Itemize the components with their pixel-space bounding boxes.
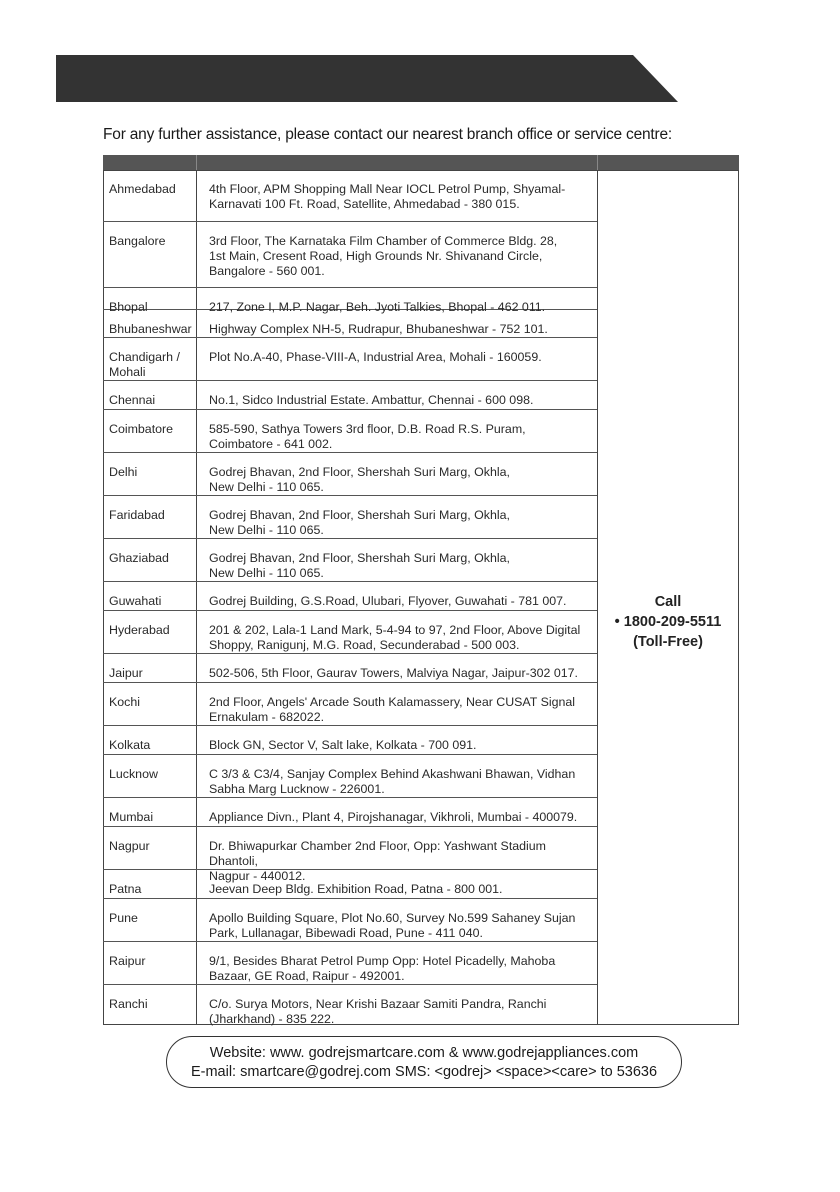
city-name: Jaipur <box>109 666 143 680</box>
table-row <box>103 539 597 582</box>
city-name: Chandigarh / Mohali <box>109 350 180 379</box>
branch-address: Jeevan Deep Bldg. Exhibition Road, Patna - 800 001. <box>209 882 503 896</box>
branch-address: 2nd Floor, Angels' Arcade South Kalamassery, Near CUSAT Signal Ernakulam - 682022. <box>209 695 576 724</box>
table-row <box>103 755 597 798</box>
branch-address: 217, Zone I, M.P. Nagar, Beh. Jyoti Talkies, Bhopal - 462 011. <box>209 300 546 314</box>
table-row <box>103 410 597 453</box>
city-name: Delhi <box>109 465 138 479</box>
table-row <box>103 338 597 381</box>
branch-address: Godrej Bhavan, 2nd Floor, Shershah Suri Marg, Okhla, New Delhi - 110 065. <box>209 465 510 494</box>
branch-address: Block GN, Sector V, Salt lake, Kolkata - 700 091. <box>209 738 477 752</box>
branch-address: Apollo Building Square, Plot No.60, Survey No.599 Sahaney Sujan Park, Lullanagar, Bibewadi Road, Pune - 411 040. <box>209 911 576 940</box>
city-name: Kolkata <box>109 738 151 752</box>
city-name: Bhopal <box>109 300 148 314</box>
branch-address: 3rd Floor, The Karnataka Film Chamber of Commerce Bldg. 28, 1st Main, Cresent Road, High Grounds Nr. Shivanand Circle, Bangalore - 560 001. <box>209 234 558 278</box>
table-row <box>103 654 597 683</box>
header-banner <box>56 55 678 102</box>
city-name: Ahmedabad <box>109 182 176 196</box>
table-row <box>103 222 597 288</box>
city-name: Lucknow <box>109 767 158 781</box>
branch-address: 4th Floor, APM Shopping Mall Near IOCL Petrol Pump, Shyamal- Karnavati 100 Ft. Road, Satellite, Ahmedabad - 380 015. <box>209 182 566 211</box>
table-row <box>103 170 597 222</box>
table-row <box>103 985 597 1025</box>
branch-address: C/o. Surya Motors, Near Krishi Bazaar Samiti Pandra, Ranchi (Jharkhand) - 835 222. <box>209 997 547 1026</box>
table-row <box>103 899 597 942</box>
contact-footer <box>166 1036 682 1088</box>
city-name: Nagpur <box>109 839 150 853</box>
branch-address: Appliance Divn., Plant 4, Pirojshanagar, Vikhroli, Mumbai - 400079. <box>209 810 578 824</box>
branch-address: Godrej Bhavan, 2nd Floor, Shershah Suri Marg, Okhla, New Delhi - 110 065. <box>209 551 510 580</box>
city-name: Kochi <box>109 695 140 709</box>
table-header-bar <box>103 155 739 170</box>
city-name: Raipur <box>109 954 146 968</box>
table-row <box>103 381 597 410</box>
call-label: Call <box>654 594 682 610</box>
branch-address: 585-590, Sathya Towers 3rd floor, D.B. Road R.S. Puram, Coimbatore - 641 002. <box>209 422 526 451</box>
branch-address: Plot No.A-40, Phase-VIII-A, Industrial Area, Mohali - 160059. <box>209 350 542 364</box>
branch-address: Godrej Building, G.S.Road, Ulubari, Flyover, Guwahati - 781 007. <box>209 594 567 608</box>
toll-free-label: (Toll-Free) <box>633 634 703 650</box>
branch-address: No.1, Sidco Industrial Estate. Ambattur, Chennai - 600 098. <box>209 393 534 407</box>
email-sms-line: E-mail: smartcare@godrej.com SMS: <godrej> <space><care> to 53636 <box>190 1064 658 1080</box>
intro-text: For any further assistance, please contact our nearest branch office or service centre: <box>103 126 673 143</box>
branch-address: 201 & 202, Lala-1 Land Mark, 5-4-94 to 97, 2nd Floor, Above Digital Shoppy, Ranigunj, M.G. Road, Secunderabad - 500 003. <box>209 623 581 652</box>
branch-address: 9/1, Besides Bharat Petrol Pump Opp: Hotel Picadelly, Mahoba Bazaar, GE Road, Raipur - 492001. <box>209 954 556 983</box>
city-name: Bangalore <box>109 234 166 248</box>
table-row <box>103 942 597 985</box>
table-row <box>103 827 597 883</box>
city-name: Faridabad <box>109 508 165 522</box>
city-name: Guwahati <box>109 594 162 608</box>
table-row <box>103 496 597 539</box>
table-row <box>103 683 597 726</box>
toll-free-number: • 1800-209-5511 <box>614 614 722 630</box>
branch-address: Godrej Bhavan, 2nd Floor, Shershah Suri Marg, Okhla, New Delhi - 110 065. <box>209 508 510 537</box>
website-line: Website: www. godrejsmartcare.com & www.godrejappliances.com <box>209 1045 639 1061</box>
table-row <box>103 726 597 755</box>
call-info <box>597 592 739 652</box>
branch-address: Highway Complex NH-5, Rudrapur, Bhubaneshwar - 752 101. <box>209 322 548 336</box>
city-name: Mumbai <box>109 810 154 824</box>
table-row <box>103 870 597 899</box>
city-name: Hyderabad <box>109 623 170 637</box>
city-name: Ghaziabad <box>109 551 169 565</box>
city-name: Patna <box>109 882 142 896</box>
table-row <box>103 288 597 314</box>
table-row <box>103 798 597 827</box>
table-row <box>103 453 597 496</box>
city-name: Coimbatore <box>109 422 174 436</box>
city-name: Chennai <box>109 393 156 407</box>
city-name: Pune <box>109 911 138 925</box>
branch-address: 502-506, 5th Floor, Gaurav Towers, Malviya Nagar, Jaipur-302 017. <box>209 666 578 680</box>
table-row <box>103 582 597 611</box>
city-name: Ranchi <box>109 997 148 1011</box>
table-row <box>103 611 597 654</box>
table-row <box>103 310 597 338</box>
city-name: Bhubaneshwar <box>109 322 192 336</box>
branch-address: C 3/3 & C3/4, Sanjay Complex Behind Akashwani Bhawan, Vidhan Sabha Marg Lucknow - 226001. <box>209 767 576 796</box>
branch-address: Dr. Bhiwapurkar Chamber 2nd Floor, Opp: Yashwant Stadium Dhantoli, Nagpur - 440012. <box>209 839 547 883</box>
